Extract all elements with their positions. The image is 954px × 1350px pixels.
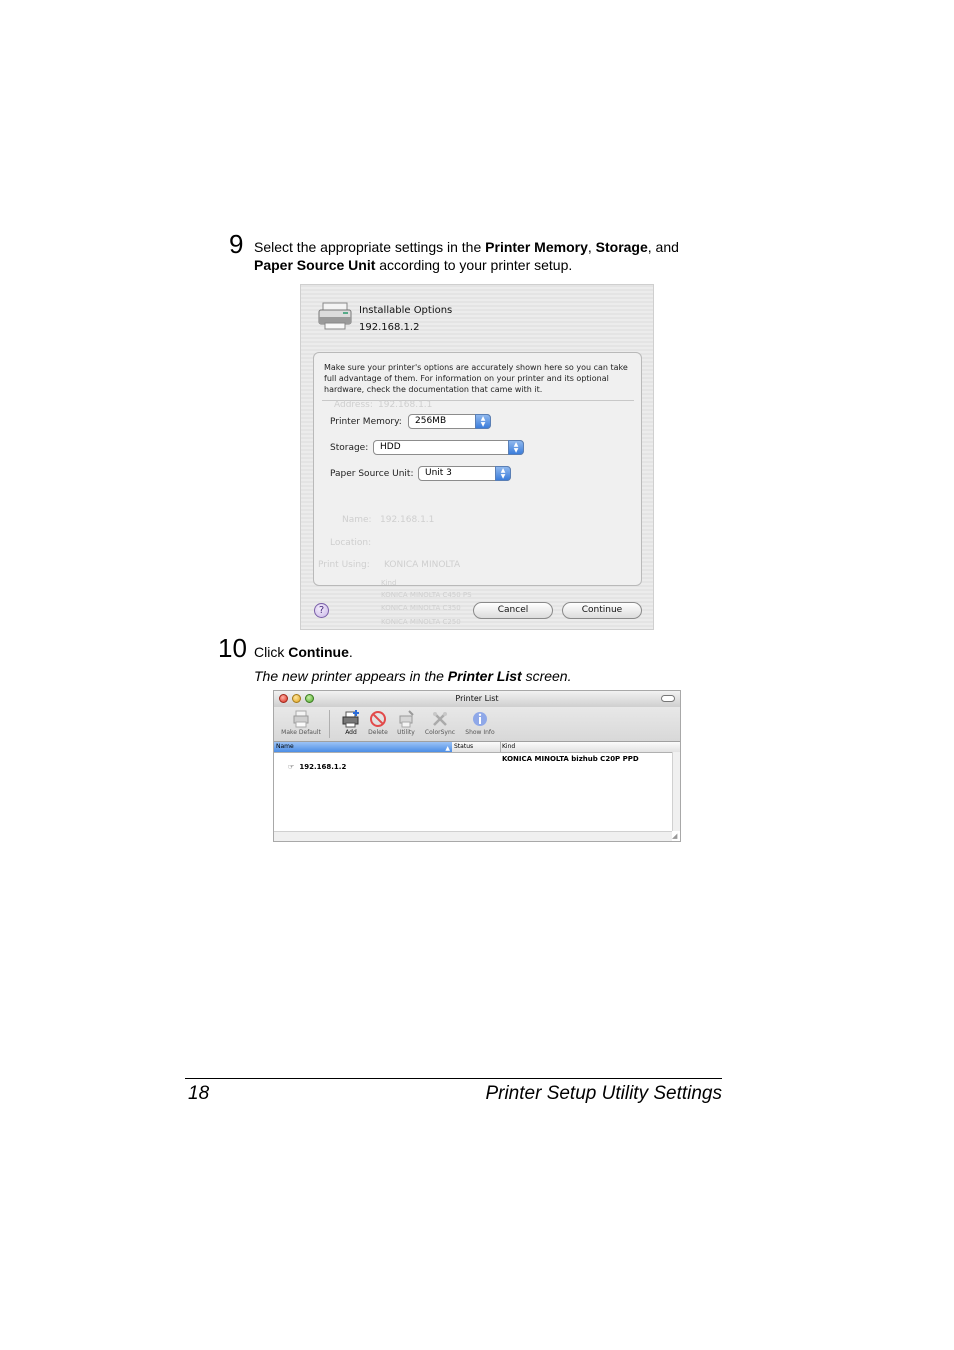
popup-arrows-icon: ▲ ▼ bbox=[508, 440, 524, 455]
add-button[interactable]: Add bbox=[328, 708, 374, 736]
cancel-button[interactable]: Cancel bbox=[473, 602, 553, 619]
storage-term: Storage bbox=[595, 239, 648, 255]
colorsync-button[interactable]: ColorSync bbox=[417, 708, 463, 736]
info-icon bbox=[471, 710, 489, 728]
window-title: Printer List bbox=[455, 694, 499, 703]
printer-icon bbox=[317, 301, 353, 331]
step-number-10: 10 bbox=[218, 633, 247, 663]
paper-source-unit-term: Paper Source Unit bbox=[254, 257, 376, 273]
column-header-kind[interactable]: Kind bbox=[502, 743, 516, 750]
utility-button[interactable]: Utility bbox=[383, 708, 429, 736]
column-divider bbox=[500, 742, 501, 752]
paper-source-unit-popup[interactable]: Unit 3 ▲ ▼ bbox=[418, 466, 511, 481]
resize-grip-icon[interactable]: ◢ bbox=[672, 832, 678, 840]
ghost-print-using-label: Print Using: bbox=[318, 560, 370, 570]
step-10-instruction: Click Continue. bbox=[254, 644, 353, 660]
printer-row-icon: ☞ bbox=[288, 763, 295, 771]
printer-list-window bbox=[273, 690, 681, 842]
ghost-address-value: 192.168.1.1 bbox=[378, 400, 433, 410]
title-bar bbox=[274, 691, 680, 708]
dialog-ip-address: 192.168.1.2 bbox=[359, 322, 420, 333]
storage-popup[interactable]: HDD ▲ ▼ bbox=[373, 440, 524, 455]
printer-list-term: Printer List bbox=[447, 668, 522, 684]
column-headers bbox=[274, 742, 680, 753]
ghost-model-3: KONICA MINOLTA C250 bbox=[381, 618, 461, 626]
toolbar-toggle-icon[interactable] bbox=[661, 695, 675, 702]
continue-term: Continue bbox=[288, 644, 349, 660]
ghost-print-using-value: KONICA MINOLTA bbox=[384, 560, 461, 570]
page-number: 18 bbox=[188, 1083, 210, 1104]
toolbar bbox=[274, 707, 680, 742]
help-icon[interactable]: ? bbox=[314, 603, 329, 618]
popup-arrows-icon: ▲ ▼ bbox=[475, 414, 491, 429]
popup-arrows-icon: ▲ ▼ bbox=[495, 466, 511, 481]
ghost-kind: Kind bbox=[381, 579, 397, 587]
table-row[interactable] bbox=[288, 754, 346, 773]
step-10-result: The new printer appears in the Printer List screen. bbox=[254, 668, 572, 684]
printer-memory-popup[interactable]: 256MB ▲ ▼ bbox=[408, 414, 491, 429]
ghost-location-label: Location: bbox=[330, 538, 372, 548]
horizontal-scrollbar[interactable] bbox=[274, 831, 672, 842]
ghost-name-label: Name: bbox=[342, 515, 372, 525]
sort-ascending-icon: ▲ bbox=[445, 745, 450, 752]
printer-memory-term: Printer Memory bbox=[485, 239, 588, 255]
column-header-status[interactable]: Status bbox=[454, 743, 474, 750]
ghost-model-2: KONICA MINOLTA C350 bbox=[381, 604, 461, 612]
options-message: Make sure your printer's options are accurately shown here so you can take full advantage of them. For information on your printer and its optional hardware, check the documentation that came with it. bbox=[324, 363, 628, 394]
installable-options-dialog bbox=[300, 284, 654, 630]
ghost-name-value: 192.168.1.1 bbox=[380, 515, 435, 525]
column-header-name[interactable]: Name ▲ bbox=[276, 743, 450, 752]
colorsync-icon bbox=[431, 710, 449, 728]
step-9-instruction: Select the appropriate settings in the Printer Memory, Storage, and Paper Source Unit according to your printer setup. bbox=[254, 239, 679, 273]
ghost-address-label: Address: bbox=[334, 400, 373, 410]
utility-icon bbox=[397, 710, 415, 728]
printer-name: 192.168.1.2 bbox=[299, 763, 347, 771]
vertical-scrollbar[interactable] bbox=[672, 752, 681, 831]
ghost-model-1: KONICA MINOLTA C450 PS bbox=[381, 591, 472, 599]
show-info-button[interactable]: Show Info bbox=[457, 708, 503, 736]
footer-rule bbox=[185, 1078, 722, 1079]
step-number-9: 9 bbox=[229, 229, 244, 259]
dialog-title: Installable Options bbox=[359, 305, 453, 316]
section-title: Printer Setup Utility Settings bbox=[485, 1083, 722, 1104]
printer-memory-label: Printer Memory: bbox=[330, 417, 402, 427]
continue-button[interactable]: Continue bbox=[562, 602, 642, 619]
printer-icon bbox=[292, 710, 310, 728]
storage-label: Storage: bbox=[330, 443, 369, 453]
paper-source-unit-label: Paper Source Unit: bbox=[330, 469, 414, 479]
make-default-button[interactable]: Make Default bbox=[278, 708, 324, 736]
delete-button[interactable]: Delete bbox=[355, 708, 401, 736]
printer-kind: KONICA MINOLTA bizhub C20P PPD bbox=[502, 755, 639, 763]
options-panel bbox=[313, 352, 642, 586]
